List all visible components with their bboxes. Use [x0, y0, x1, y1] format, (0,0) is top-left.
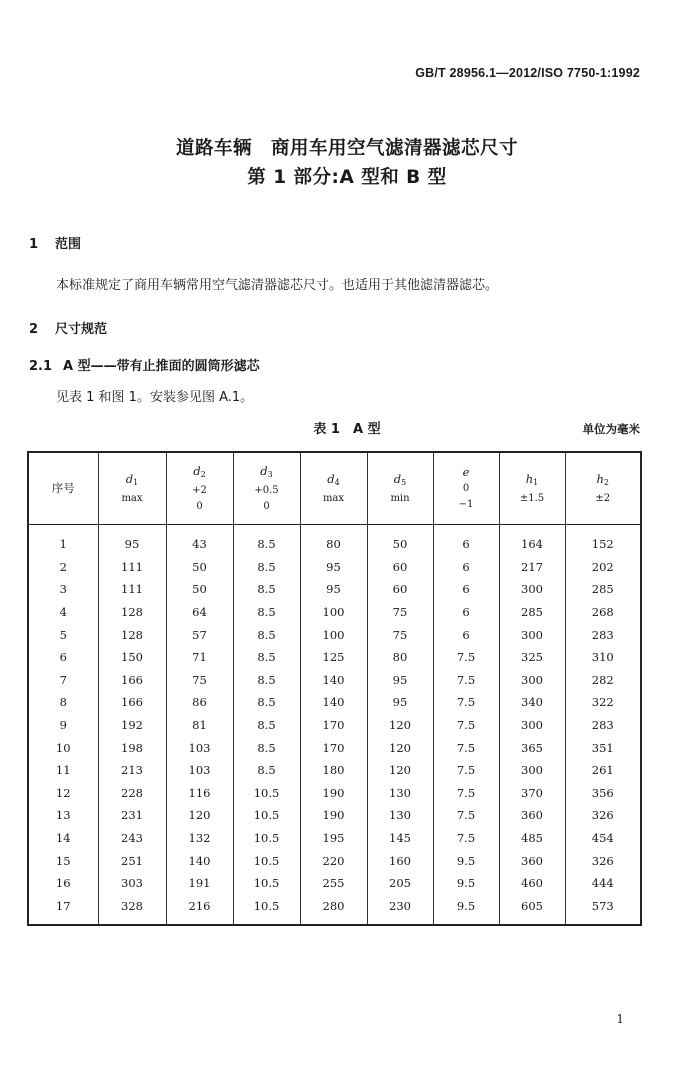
table-cell: 60 — [367, 556, 433, 579]
table-cell: 95 — [300, 578, 367, 601]
table-cell: 9 — [28, 714, 98, 737]
table-cell: 202 — [565, 556, 641, 579]
table-row — [28, 759, 641, 782]
table-cell: 280 — [300, 895, 367, 926]
table-cell: 454 — [565, 827, 641, 850]
table-cell: 7.5 — [433, 827, 499, 850]
table-cell: 3 — [28, 578, 98, 601]
table-cell: 145 — [367, 827, 433, 850]
header-d4 — [300, 452, 367, 525]
page-number: 1 — [616, 1012, 624, 1026]
table-cell: 8.5 — [233, 669, 300, 692]
table-cell: 120 — [367, 736, 433, 759]
table-cell: 255 — [300, 872, 367, 895]
table-cell: 80 — [367, 646, 433, 669]
header-h1 — [499, 452, 565, 525]
table-cell: 485 — [499, 827, 565, 850]
header-d5 — [367, 452, 433, 525]
table-cell: 95 — [367, 691, 433, 714]
document-title-line1: 道路车辆 商用车用空气滤清器滤芯尺寸 — [175, 138, 518, 159]
table-cell: 220 — [300, 849, 367, 872]
table-cell: 10 — [28, 736, 98, 759]
table-cell: 356 — [565, 782, 641, 805]
table-cell: 8.5 — [233, 759, 300, 782]
table-cell: 150 — [98, 646, 166, 669]
table-cell: 95 — [98, 525, 166, 556]
table-cell: 251 — [98, 849, 166, 872]
table-cell: 444 — [565, 872, 641, 895]
table-cell: 71 — [166, 646, 233, 669]
table-cell: 310 — [565, 646, 641, 669]
header-d3 — [233, 452, 300, 525]
table-cell: 140 — [300, 691, 367, 714]
table-row — [28, 736, 641, 759]
section-1-heading — [29, 233, 81, 252]
table-cell: 75 — [367, 623, 433, 646]
unit-note: 单位为毫米 — [582, 422, 640, 436]
table-cell: 6 — [433, 623, 499, 646]
table-cell: 7 — [28, 669, 98, 692]
table-cell: 8.5 — [233, 736, 300, 759]
header-subscript: 1 — [533, 477, 539, 487]
header-tolerance-lower: 0 — [263, 500, 270, 512]
table-cell: 300 — [499, 759, 565, 782]
table-cell: 64 — [166, 601, 233, 624]
table-cell: 10.5 — [233, 827, 300, 850]
table-cell: 360 — [499, 804, 565, 827]
header-label: 序号 — [51, 481, 75, 495]
table-cell: 120 — [367, 714, 433, 737]
header-h2 — [565, 452, 641, 525]
header-symbol: d — [260, 463, 268, 478]
table-cell: 128 — [98, 601, 166, 624]
table-cell: 7.5 — [433, 804, 499, 827]
section-title: 尺寸规范 — [55, 322, 108, 337]
table-cell: 128 — [98, 623, 166, 646]
table-cell: 285 — [499, 601, 565, 624]
table-cell: 80 — [300, 525, 367, 556]
table-cell: 132 — [166, 827, 233, 850]
table-cell: 7.5 — [433, 782, 499, 805]
table-cell: 261 — [565, 759, 641, 782]
table-cell: 1 — [28, 525, 98, 556]
table-cell: 100 — [300, 623, 367, 646]
table-cell: 95 — [300, 556, 367, 579]
table-cell: 8.5 — [233, 525, 300, 556]
header-symbol: d — [393, 471, 402, 486]
section-2-heading — [29, 318, 107, 337]
table-row — [28, 578, 641, 601]
table-cell: 4 — [28, 601, 98, 624]
table-cell: 195 — [300, 827, 367, 850]
table-cell: 164 — [499, 525, 565, 556]
table-cell: 10.5 — [233, 872, 300, 895]
table-cell: 300 — [499, 669, 565, 692]
table-cell: 322 — [565, 691, 641, 714]
table-cell: 300 — [499, 578, 565, 601]
table-cell: 8 — [28, 691, 98, 714]
table-cell: 50 — [367, 525, 433, 556]
section-2-1-heading — [29, 355, 260, 374]
table-row — [28, 714, 641, 737]
table-cell: 8.5 — [233, 556, 300, 579]
table-cell: 10.5 — [233, 782, 300, 805]
header-tolerance: min — [390, 492, 410, 504]
table-cell: 7.5 — [433, 669, 499, 692]
table-row — [28, 691, 641, 714]
header-tolerance-lower: −1 — [458, 499, 474, 510]
table-cell: 86 — [166, 691, 233, 714]
table-cell: 300 — [499, 714, 565, 737]
table-row — [28, 895, 641, 926]
table-cell: 213 — [98, 759, 166, 782]
header-tolerance: ±2 — [595, 492, 611, 504]
table-cell: 15 — [28, 849, 98, 872]
table-cell: 192 — [98, 714, 166, 737]
table-cell: 282 — [565, 669, 641, 692]
table-cell: 130 — [367, 804, 433, 827]
table-cell: 130 — [367, 782, 433, 805]
table-cell: 12 — [28, 782, 98, 805]
table-cell: 57 — [166, 623, 233, 646]
table-cell: 573 — [565, 895, 641, 926]
table-cell: 14 — [28, 827, 98, 850]
table-cell: 8.5 — [233, 601, 300, 624]
table-cell: 9.5 — [433, 895, 499, 926]
table-cell: 365 — [499, 736, 565, 759]
table-cell: 328 — [98, 895, 166, 926]
header-symbol: d — [193, 463, 201, 478]
table-caption: 表 1 A 型 — [313, 422, 381, 437]
document-title-line2: 第 1 部分:A 型和 B 型 — [247, 167, 447, 188]
table-cell: 13 — [28, 804, 98, 827]
table-cell: 10.5 — [233, 804, 300, 827]
table-body — [28, 525, 641, 926]
table-row — [28, 623, 641, 646]
table-cell: 243 — [98, 827, 166, 850]
table-cell: 10.5 — [233, 849, 300, 872]
section-2-1-paragraph: 见表 1 和图 1。安装参见图 A.1。 — [56, 390, 254, 405]
table-row — [28, 646, 641, 669]
header-tolerance-upper: +0.5 — [254, 484, 279, 496]
section-number: 2.1 — [29, 359, 53, 374]
table-cell: 326 — [565, 849, 641, 872]
header-tolerance: ±1.5 — [519, 492, 545, 504]
table-cell: 285 — [565, 578, 641, 601]
table-cell: 81 — [166, 714, 233, 737]
table-cell: 7.5 — [433, 759, 499, 782]
header-seq — [28, 452, 98, 525]
table-cell: 7.5 — [433, 736, 499, 759]
table-cell: 152 — [565, 525, 641, 556]
table-cell: 283 — [565, 714, 641, 737]
header-d1 — [98, 452, 166, 525]
table-cell: 166 — [98, 691, 166, 714]
table-cell: 125 — [300, 646, 367, 669]
header-subscript: 3 — [267, 469, 273, 479]
table-cell: 230 — [367, 895, 433, 926]
table-cell: 8.5 — [233, 646, 300, 669]
header-symbol: h — [525, 471, 534, 486]
header-subscript: 2 — [200, 469, 206, 479]
table-row — [28, 525, 641, 556]
table-cell: 50 — [166, 578, 233, 601]
table-row — [28, 669, 641, 692]
table-cell: 303 — [98, 872, 166, 895]
table-cell: 190 — [300, 804, 367, 827]
table-cell: 268 — [565, 601, 641, 624]
table-cell: 8.5 — [233, 714, 300, 737]
section-1-paragraph: 本标准规定了商用车辆常用空气滤清器滤芯尺寸。也适用于其他滤清器滤芯。 — [56, 278, 499, 293]
table-cell: 95 — [367, 669, 433, 692]
header-symbol: d — [125, 471, 134, 486]
table-cell: 351 — [565, 736, 641, 759]
table-cell: 283 — [565, 623, 641, 646]
table-cell: 180 — [300, 759, 367, 782]
table-cell: 6 — [433, 556, 499, 579]
table-cell: 43 — [166, 525, 233, 556]
table-row — [28, 872, 641, 895]
table-cell: 7.5 — [433, 691, 499, 714]
table-cell: 50 — [166, 556, 233, 579]
table-cell: 75 — [367, 601, 433, 624]
table-cell: 300 — [499, 623, 565, 646]
header-tolerance-lower: 0 — [196, 500, 203, 512]
table-cell: 160 — [367, 849, 433, 872]
table-cell: 103 — [166, 759, 233, 782]
table-cell: 9.5 — [433, 872, 499, 895]
table-header-row — [28, 452, 641, 525]
header-subscript: 1 — [133, 477, 139, 487]
table-cell: 17 — [28, 895, 98, 926]
table-cell: 11 — [28, 759, 98, 782]
table-cell: 326 — [565, 804, 641, 827]
header-subscript: 4 — [334, 477, 340, 487]
table-cell: 198 — [98, 736, 166, 759]
header-symbol: e — [462, 465, 470, 479]
table-cell: 6 — [433, 601, 499, 624]
table-row — [28, 601, 641, 624]
table-row — [28, 827, 641, 850]
table-cell: 170 — [300, 714, 367, 737]
table-cell: 8.5 — [233, 691, 300, 714]
table-cell: 120 — [166, 804, 233, 827]
table-cell: 111 — [98, 578, 166, 601]
table-cell: 100 — [300, 601, 367, 624]
table-cell: 103 — [166, 736, 233, 759]
table-row — [28, 804, 641, 827]
header-tolerance-upper: 0 — [462, 483, 470, 494]
table-cell: 140 — [166, 849, 233, 872]
table-cell: 190 — [300, 782, 367, 805]
header-symbol: h — [596, 471, 604, 486]
table-cell: 370 — [499, 782, 565, 805]
table-cell: 6 — [28, 646, 98, 669]
section-title: A 型——带有止推面的圆筒形滤芯 — [63, 359, 260, 374]
table-cell: 217 — [499, 556, 565, 579]
table-row — [28, 782, 641, 805]
header-tolerance: max — [322, 492, 345, 504]
table-cell: 120 — [367, 759, 433, 782]
table-cell: 460 — [499, 872, 565, 895]
header-tolerance-upper: +2 — [192, 484, 207, 496]
table-cell: 16 — [28, 872, 98, 895]
table-cell: 228 — [98, 782, 166, 805]
table-cell: 116 — [166, 782, 233, 805]
table-cell: 340 — [499, 691, 565, 714]
table-cell: 6 — [433, 578, 499, 601]
header-tolerance: max — [121, 492, 143, 504]
header-symbol: d — [327, 471, 335, 486]
table-cell: 605 — [499, 895, 565, 926]
table-cell: 75 — [166, 669, 233, 692]
table-cell: 216 — [166, 895, 233, 926]
table-cell: 5 — [28, 623, 98, 646]
table-cell: 7.5 — [433, 714, 499, 737]
table-cell: 191 — [166, 872, 233, 895]
table-row — [28, 849, 641, 872]
header-e — [433, 452, 499, 525]
table-cell: 6 — [433, 525, 499, 556]
header-subscript: 5 — [401, 477, 407, 487]
table-cell: 10.5 — [233, 895, 300, 926]
section-number: 2 — [29, 322, 39, 337]
table-cell: 325 — [499, 646, 565, 669]
table-cell: 111 — [98, 556, 166, 579]
section-title: 范围 — [55, 237, 82, 252]
table-cell: 360 — [499, 849, 565, 872]
table-cell: 166 — [98, 669, 166, 692]
table-cell: 9.5 — [433, 849, 499, 872]
header-d2 — [166, 452, 233, 525]
table-cell: 60 — [367, 578, 433, 601]
table-cell: 140 — [300, 669, 367, 692]
section-number: 1 — [29, 237, 39, 252]
table-cell: 8.5 — [233, 623, 300, 646]
standard-code: GB/T 28956.1—2012/ISO 7750-1:1992 — [415, 66, 640, 80]
table-cell: 231 — [98, 804, 166, 827]
dimensions-table — [27, 451, 642, 926]
table-cell: 205 — [367, 872, 433, 895]
table-cell: 2 — [28, 556, 98, 579]
header-subscript: 2 — [603, 477, 609, 487]
table-cell: 7.5 — [433, 646, 499, 669]
table-row — [28, 556, 641, 579]
table-cell: 170 — [300, 736, 367, 759]
table-cell: 8.5 — [233, 578, 300, 601]
